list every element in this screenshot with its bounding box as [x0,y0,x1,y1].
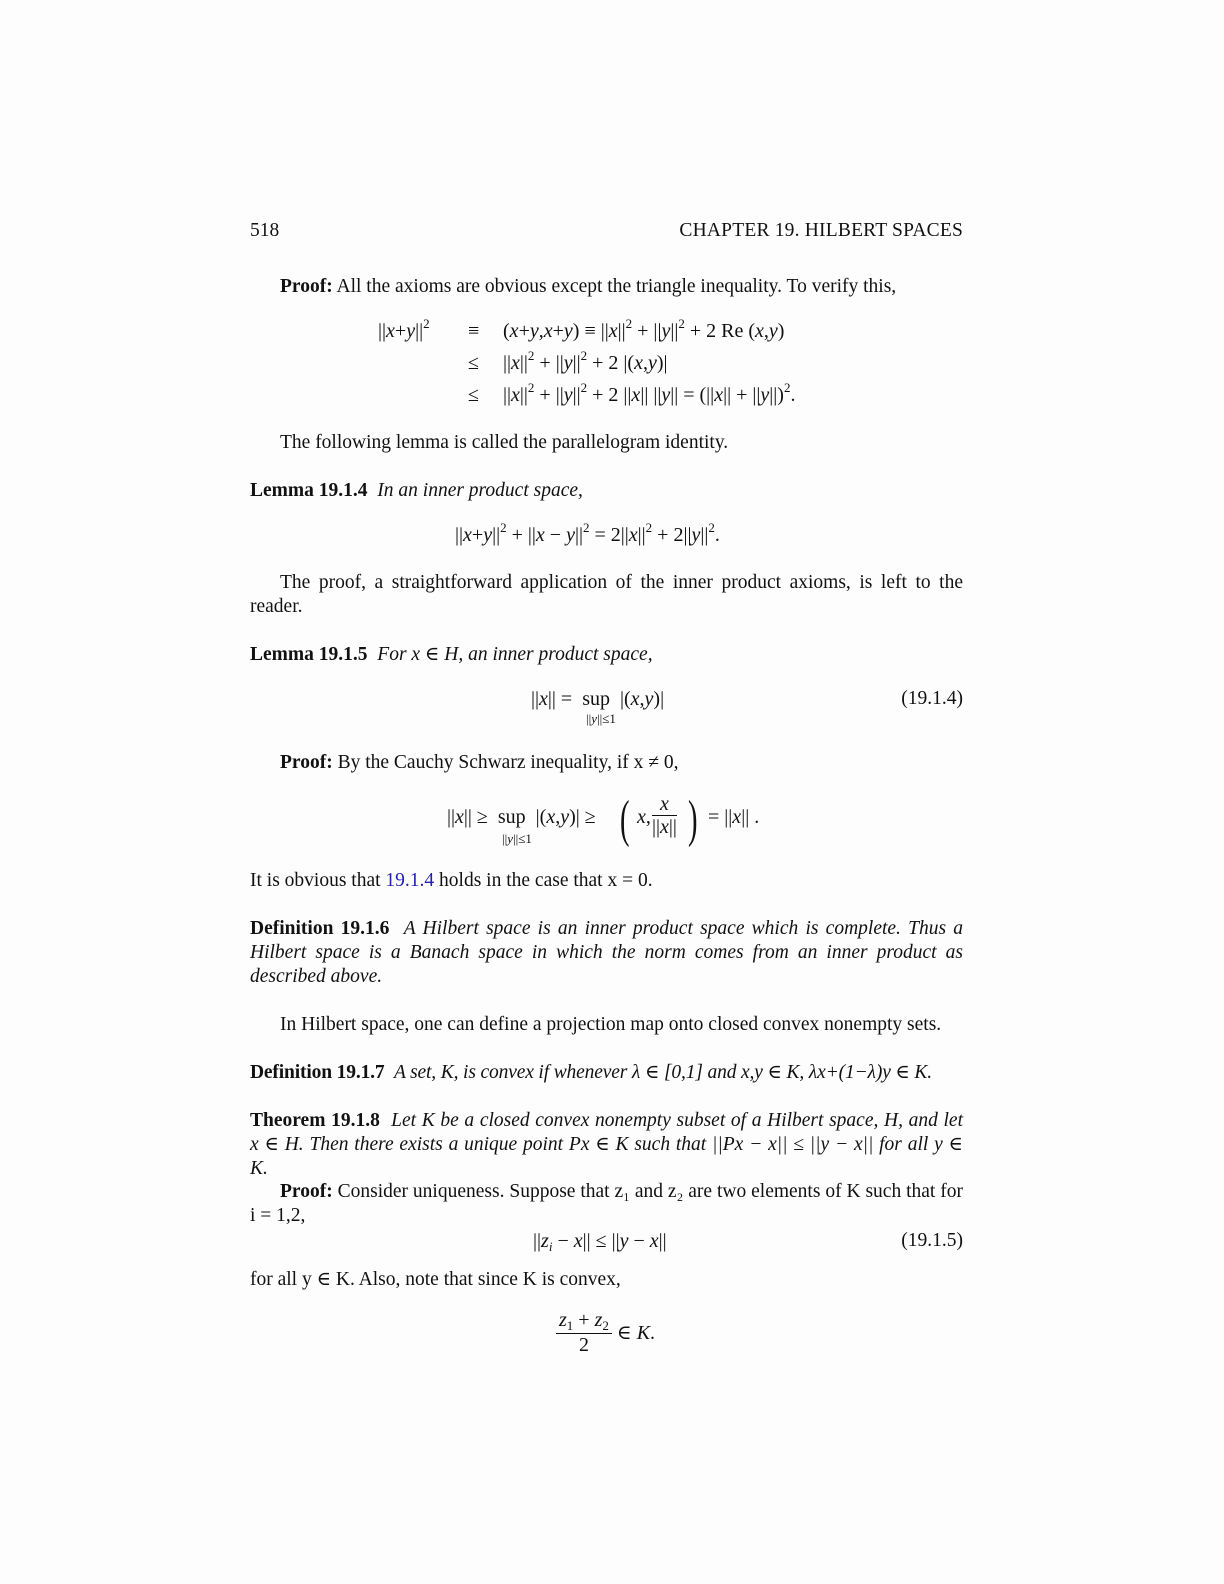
definition-text: A Hilbert space is an inner product space which is complete. Thus a Hilbert space is a Banach space in which the norm comes from an inner product as described above. [250,918,963,987]
sup-subscript: ||y||≤1 [502,831,532,846]
equation-number-19-1-4: (19.1.4) [901,688,963,709]
lemma-statement: For x ∈ H, an inner product space, [377,644,653,665]
definition-text: A set, K, is convex if whenever λ ∈ [0,1] and x,y ∈ K, λx+(1−λ)y ∈ K. [393,1062,933,1083]
proof-label: Proof: [280,752,333,773]
cauchy-schwarz-equation-lhs: ||x|| ≥ sup |(x,y)| ≥ [447,806,596,828]
triangle-eq-rel-1: ≡ [468,320,480,342]
theorem-label: Theorem 19.1.8 [250,1110,380,1131]
right-paren: ) [688,791,698,848]
sup-subscript: ||y||≤1 [586,711,616,726]
proof-cauchy-schwarz [280,751,678,775]
paragraph-obvious: It is obvious that 19.1.4 holds in the case that x = 0. [250,870,653,891]
paragraph-proof-left-to-reader: The proof, a straightforward application of the inner product axioms, is left to the reader. [250,572,963,617]
proof-text: Consider uniqueness. Suppose that z₁ and z₂ are two elements of K such that for i = 1,2, [250,1181,963,1226]
proof-text: By the Cauchy Schwarz inequality, if x ≠ 0, [337,752,679,773]
triangle-eq-row-3: $||x||^2 + ||y||^2 + 2$ ||x|| $||y|| = (||x|| + ||y||)^2$. [503,380,796,406]
equation-reference-link[interactable]: 19.1.4 [385,870,435,891]
fraction-x-over-norm [652,793,677,838]
definition-19-1-6 [250,917,963,989]
page-number: 518 [250,220,280,241]
uniqueness-inequality: $||z_i - x|| \le ||y - x||$ [533,1230,667,1254]
triangle-eq-row-1: $(x+y,x+y) \equiv ||x||^2 + ||y||^2 + 2$ Re (x,y) [503,316,785,342]
fraction: $\frac{x}{||x||}$ [652,793,677,838]
proof-triangle-inequality [280,275,896,299]
definition-label: Definition 19.1.6 [250,918,390,939]
theorem-text: Let K be a closed convex nonempty subset of a Hilbert space, H, and let x ∈ H. Then there exists a unique point Px ∈ K such that ||Px − x|| ≤ ||y − x|| for all y ∈ K. [250,1110,963,1179]
proof-label: Proof: [280,276,333,297]
theorem-19-1-8 [250,1109,963,1181]
parallelogram-identity-equation: $||x+y||^2 + ||x - y||^2 = 2||x||^2 + 2||y||^2$. [455,520,720,546]
definition-19-1-7 [250,1061,932,1085]
running-title: CHAPTER 19. HILBERT SPACES [679,220,963,241]
midpoint-in-K-equation: $\frac{z_1 + z_2}{2}$ ∈ K. [556,1309,655,1356]
cauchy-schwarz-equation-rhs: = ||x|| . [708,806,760,828]
triangle-eq-row-2: $||x||^2 + ||y||^2 + 2$ |(x,y)| [503,348,668,374]
lemma-label: Lemma 19.1.4 [250,480,368,501]
triangle-eq-rel-3: ≤ [468,384,479,406]
left-paren: ( [620,791,630,848]
lemma-19-1-5 [250,643,653,667]
triangle-eq-lhs: $||x+y||^2$ [378,316,430,342]
paragraph-projection: In Hilbert space, one can define a projection map onto closed convex nonempty sets. [280,1014,942,1035]
page [250,0,963,1584]
lemma-label: Lemma 19.1.5 [250,644,368,665]
definition-label: Definition 19.1.7 [250,1062,385,1083]
paragraph-for-all-y: for all y ∈ K. Also, note that since K is convex, [250,1269,621,1290]
triangle-eq-rel-2: ≤ [468,352,479,374]
paragraph-parallelogram: The following lemma is called the parallelogram identity. [280,432,729,453]
lemma-19-1-4 [250,479,583,503]
proof-uniqueness [250,1180,963,1228]
equation-number-19-1-5: (19.1.5) [901,1230,963,1251]
inner-product-arg: x, [637,806,651,828]
lemma-statement: In an inner product space, [377,480,583,501]
norm-sup-equation: ||x|| = sup |(x,y)| [531,688,665,710]
proof-text: All the axioms are obvious except the triangle inequality. To verify this, [336,276,897,297]
fraction-midpoint: $\frac{z_1 + z_2}{2}$ [556,1309,612,1356]
proof-label: Proof: [280,1181,333,1202]
